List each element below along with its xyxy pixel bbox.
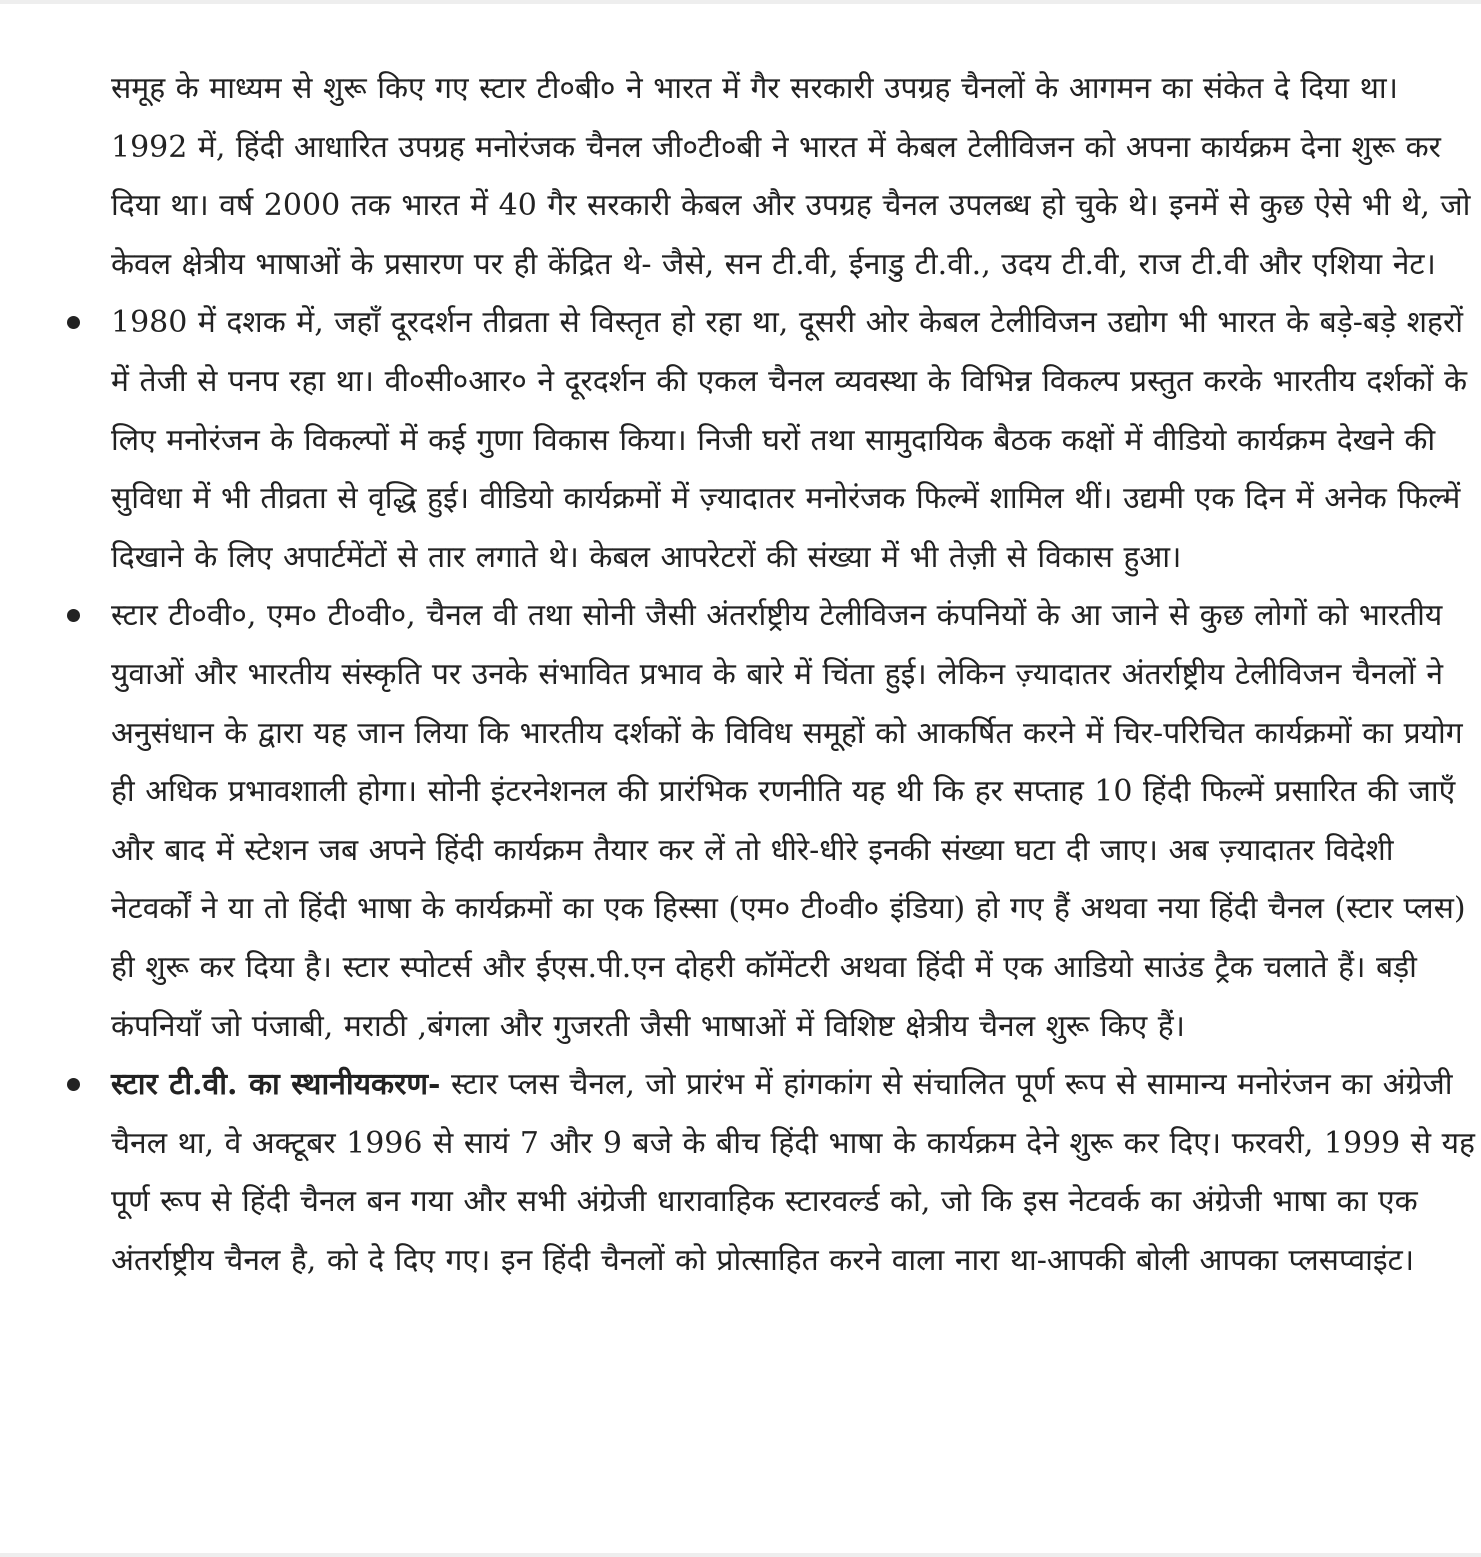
bullet-dot-icon (67, 609, 80, 622)
list-item (111, 1056, 1479, 1290)
intro-paragraph: समूह के माध्यम से शुरू किए गए स्टार टी०बी० ने भारत में गैर सरकारी उपग्रह चैनलों के आगमन का संकेत दे दिया था। 1992 में, हिंदी आधारित उपग्रह मनोरंजक चैनल जी०टी०बी ने भारत में केबल टेलीविजन को अपना कार्यक्रम देना शुरू कर दिया था। वर्ष 2000 तक भारत में 40 गैर सरकारी केबल और उपग्रह चैनल उपलब्ध हो चुके थे। इनमें से कुछ ऐसे भी थे, जो केवल क्षेत्रीय भाषाओं के प्रसारण पर ही केंद्रित थे- जैसे, सन टी.वी, ईनाडु टी.वी., उदय टी.वी, राज टी.वी और एशिया नेट। (111, 71, 1471, 282)
bullet-lead: स्टार टी.वी. का स्थानीयकरण- (111, 1067, 441, 1103)
bottom-divider (0, 1553, 1481, 1557)
article-body (0, 60, 1481, 1290)
bullet-text: स्टार टी०वी०, एम० टी०वी०, चैनल वी तथा सोनी जैसी अंतर्राष्ट्रीय टेलीविजन कंपनियों के आ जाने से कुछ लोगों को भारतीय युवाओं और भारतीय संस्कृति पर उनके संभावित प्रभाव के बारे में चिंता हुई। लेकिन ज़्यादातर अंतर्राष्ट्रीय टेलीविजन चैनलों ने अनुसंधान के द्वारा यह जान लिया कि भारतीय दर्शकों के विविध समूहों को आकर्षित करने में चिर-परिचित कार्यक्रमों का प्रयोग ही अधिक प्रभावशाली होगा। सोनी इंटरनेशनल की प्रारंभिक रणनीति यह थी कि हर सप्ताह 10 हिंदी फिल्में प्रसारित की जाएँ और बाद में स्टेशन जब अपने हिंदी कार्यक्रम तैयार कर लें तो धीरे-धीरे इनकी संख्या घटा दी जाए। अब ज़्यादातर विदेशी नेटवर्कों ने या तो हिंदी भाषा के कार्यक्रमों का एक हिस्सा (एम० टी०वी० इंडिया) हो गए हैं अथवा नया हिंदी चैनल (स्टार प्लस) ही शुरू कर दिया है। स्टार स्पोटर्स और ईएस.पी.एन दोहरी कॉमेंटरी अथवा हिंदी में एक आडियो साउंड ट्रैक चलाते हैं। बड़ी कंपनियाँ जो पंजाबी, मराठी ,बंगला और गुजरती जैसी भाषाओं में विशिष्ट क्षेत्रीय चैनल शुरू किए हैं। (111, 598, 1466, 1044)
list-item (111, 587, 1479, 1056)
top-divider (0, 0, 1481, 4)
bullet-dot-icon (67, 1078, 80, 1091)
bullet-list (0, 294, 1481, 1290)
bullet-text: 1980 में दशक में, जहाँ दूरदर्शन तीव्रता से विस्तृत हो रहा था, दूसरी ओर केबल टेलीविजन उद्योग भी भारत के बड़े-बड़े शहरों में तेजी से पनप रहा था। वी०सी०आर० ने दूरदर्शन की एकल चैनल व्यवस्था के विभिन्न विकल्प प्रस्तुत करके भारतीय दर्शकों के लिए मनोरंजन के विकल्पों में कई गुणा विकास किया। निजी घरों तथा सामुदायिक बैठक कक्षों में वीडियो कार्यक्रम देखने की सुविधा में भी तीव्रता से वृद्धि हुई। वीडियो कार्यक्रमों में ज़्यादातर मनोरंजक फिल्में शामिल थीं। उद्यमी एक दिन में अनेक फिल्में दिखाने के लिए अपार्टमेंटों से तार लगाते थे। केबल आपरेटरों की संख्या में भी तेज़ी से विकास हुआ। (111, 305, 1468, 575)
bullet-dot-icon (67, 316, 80, 329)
list-item (111, 294, 1479, 587)
bullet-text: स्टार प्लस चैनल, जो प्रारंभ में हांगकांग से संचालित पूर्ण रूप से सामान्य मनोरंजन का अंग्रेजी चैनल था, वे अक्टूबर 1996 से सायं 7 और 9 बजे के बीच हिंदी भाषा के कार्यक्रम देने शुरू कर दिए। फरवरी, 1999 से यह पूर्ण रूप से हिंदी चैनल बन गया और सभी अंग्रेजी धारावाहिक स्टारवर्ल्ड को, जो कि इस नेटवर्क का अंग्रेजी भाषा का एक अंतर्राष्ट्रीय चैनल है, को दे दिए गए। इन हिंदी चैनलों को प्रोत्साहित करने वाला नारा था-आपकी बोली आपका प्लसप्वाइंट। (111, 1067, 1475, 1278)
